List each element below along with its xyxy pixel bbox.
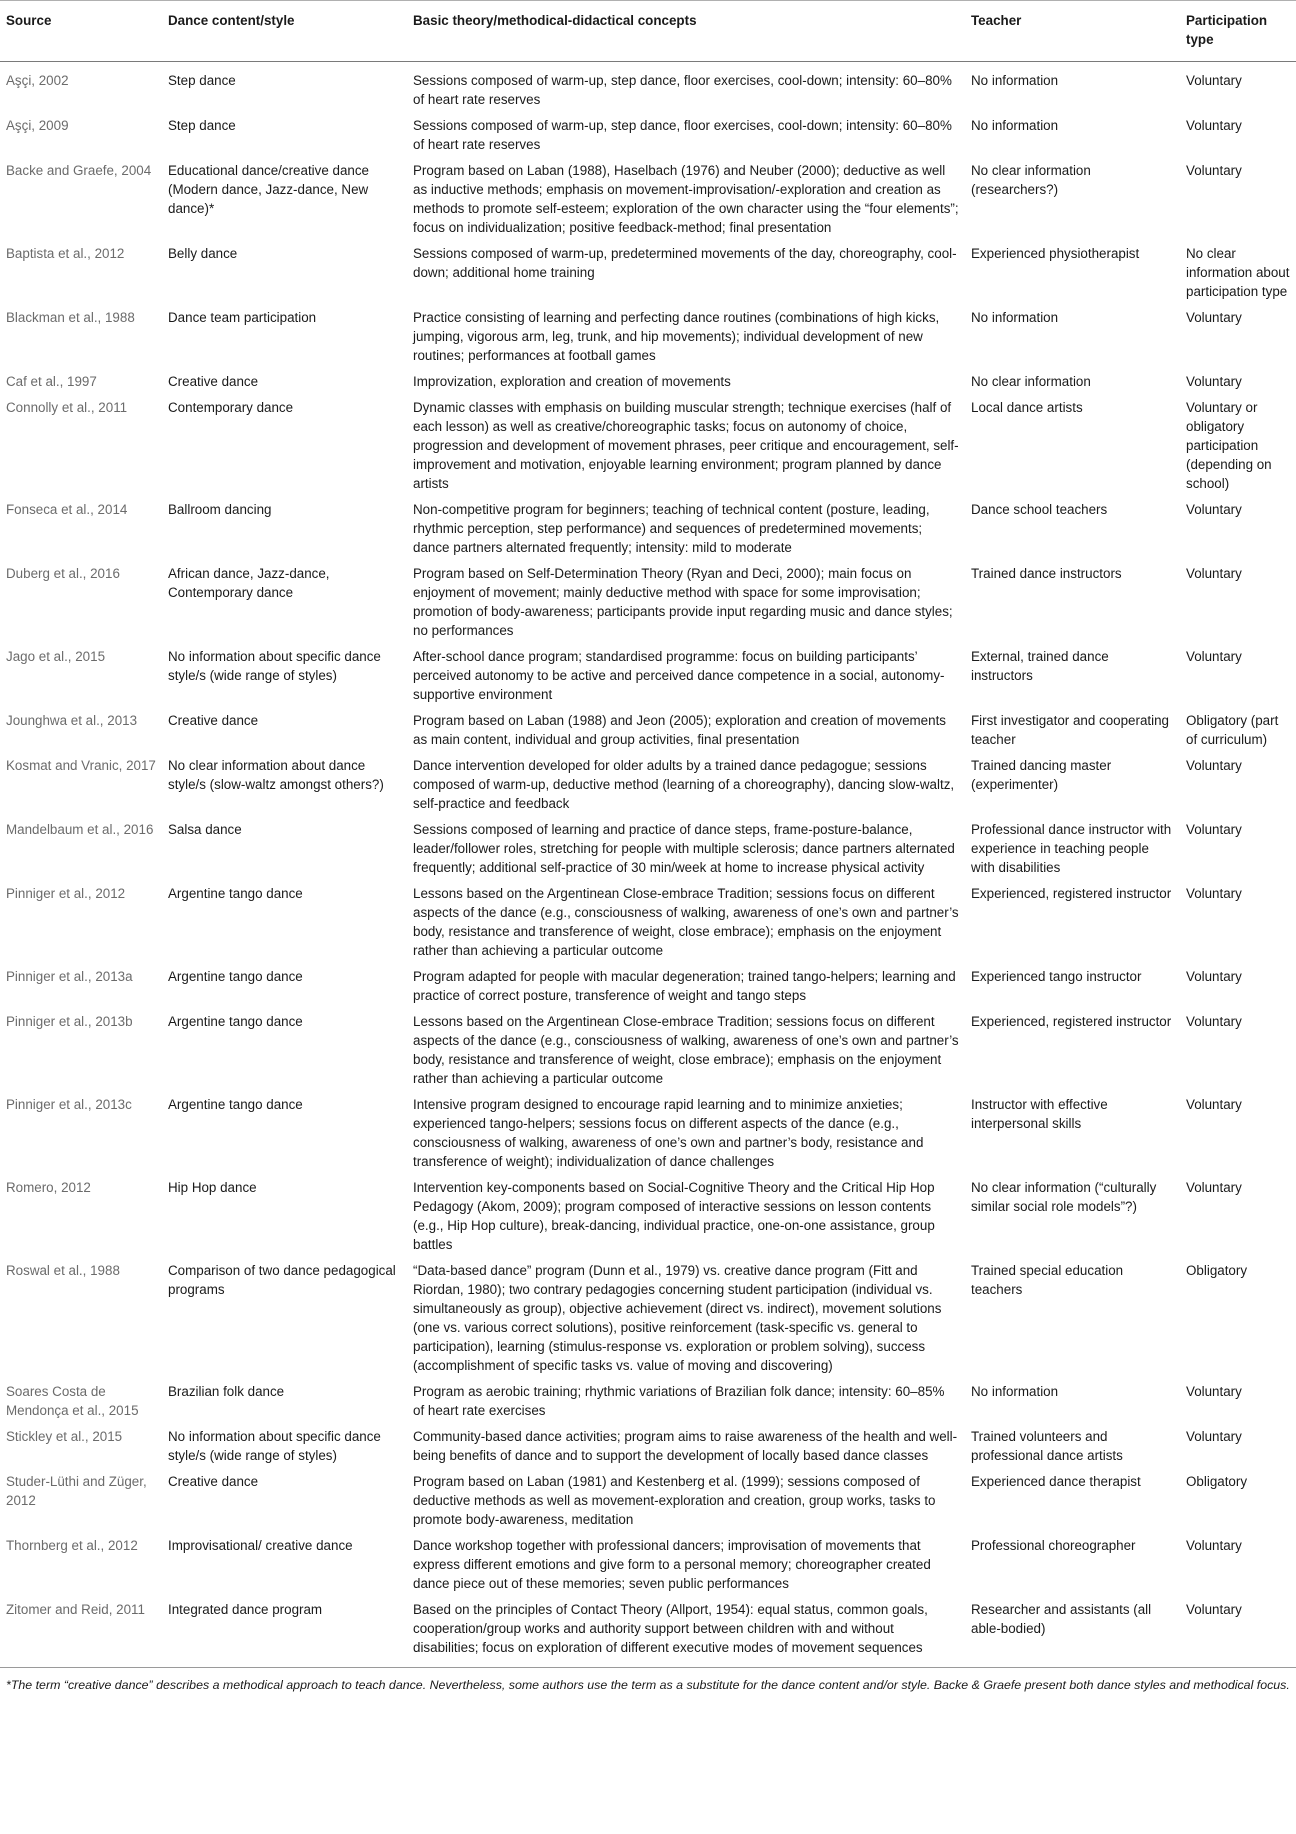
cell-theory-concepts: Improvization, exploration and creation of movements bbox=[413, 374, 731, 389]
cell-teacher: Experienced physiotherapist bbox=[971, 246, 1140, 261]
cell-theory-concepts: Dance intervention developed for older adults by a trained dance pedagogue; sessions composed of warm-up, deductive method (learning of a choreography), dancing slow-waltz, self-practice and feedback bbox=[413, 758, 955, 811]
cell-source: Aşçi, 2009 bbox=[6, 118, 69, 133]
table-header bbox=[0, 1, 1296, 62]
cell-theory-concepts: Program based on Laban (1988), Haselbach (1976) and Neuber (2000); deductive as well as inductive methods; emphasis on movement-improvisation/-exploration and creation as methods to promote self-esteem; exploration of the own character using the “four elements”; focus on individualization; positive feedback-method; final presentation bbox=[413, 163, 959, 235]
cell-teacher: External, trained dance instructors bbox=[971, 649, 1109, 683]
cell-teacher: Experienced, registered instructor bbox=[971, 1014, 1172, 1029]
table-row bbox=[0, 963, 1296, 1008]
cell-source: Blackman et al., 1988 bbox=[6, 310, 135, 325]
cell-teacher: First investigator and cooperating teacher bbox=[971, 713, 1169, 747]
cell-source: Soares Costa de Mendonça et al., 2015 bbox=[6, 1384, 139, 1418]
cell-theory-concepts: Program adapted for people with macular degeneration; trained tango-helpers; learning and practice of correct posture, transference of weight and tango steps bbox=[413, 969, 956, 1003]
cell-source: Kosmat and Vranic, 2017 bbox=[6, 758, 156, 773]
cell-dance-content: Brazilian folk dance bbox=[168, 1384, 285, 1399]
cell-dance-content: Argentine tango dance bbox=[168, 886, 303, 901]
cell-dance-content: No information about specific dance style/s (wide range of styles) bbox=[168, 1429, 381, 1463]
cell-source: Fonseca et al., 2014 bbox=[6, 502, 128, 517]
cell-theory-concepts: Lessons based on the Argentinean Close-embrace Tradition; sessions focus on different aspects of the dance (e.g., consciousness of walking, awareness of one’s own and partner’s body, resistance and transference of weight, close embrace); emphasis on the enjoyment rather than achieving a particular outcome bbox=[413, 1014, 959, 1086]
cell-theory-concepts: Community-based dance activities; program aims to raise awareness of the health and well-being benefits of dance and to support the development of locally based dance classes bbox=[413, 1429, 958, 1463]
cell-theory-concepts: Intervention key-components based on Social-Cognitive Theory and the Critical Hip Hop Pedagogy (Akom, 2009); program composed of interactive sessions on lesson contents (e.g., Hip Hop culture), break-dancing, individual practice, one-on-one assistance, group battles bbox=[413, 1180, 935, 1252]
cell-teacher: Experienced dance therapist bbox=[971, 1474, 1141, 1489]
cell-participation-type: Voluntary bbox=[1186, 566, 1242, 581]
cell-dance-content: Improvisational/ creative dance bbox=[168, 1538, 353, 1553]
cell-participation-type: Voluntary bbox=[1186, 1538, 1242, 1553]
cell-dance-content: Argentine tango dance bbox=[168, 1097, 303, 1112]
cell-theory-concepts: Dynamic classes with emphasis on building muscular strength; technique exercises (half of each lesson) as well as creative/choreographic tasks; focus on autonomy of choice, progression and development of movement phrases, peer critique and encouragement, self-improvement and motivation, enjoyable learning environment; program planned by dance artists bbox=[413, 400, 959, 491]
cell-source: Pinniger et al., 2013a bbox=[6, 969, 133, 984]
cell-teacher: Trained volunteers and professional dance artists bbox=[971, 1429, 1123, 1463]
cell-dance-content: Salsa dance bbox=[168, 822, 242, 837]
cell-teacher: No information bbox=[971, 310, 1059, 325]
cell-theory-concepts: Based on the principles of Contact Theory (Allport, 1954): equal status, common goals, cooperation/group works and authority support between children with and without disabilities; focus on exploration of different executive modes of movement sequences bbox=[413, 1602, 928, 1655]
cell-participation-type: Voluntary bbox=[1186, 1180, 1242, 1195]
cell-source: Duberg et al., 2016 bbox=[6, 566, 120, 581]
cell-source: Aşçi, 2002 bbox=[6, 73, 69, 88]
table-body bbox=[0, 62, 1296, 1668]
cell-dance-content: Ballroom dancing bbox=[168, 502, 272, 517]
cell-source: Thornberg et al., 2012 bbox=[6, 1538, 138, 1553]
cell-dance-content: Comparison of two dance pedagogical programs bbox=[168, 1263, 396, 1297]
cell-participation-type: Voluntary bbox=[1186, 1429, 1242, 1444]
cell-participation-type: Obligatory bbox=[1186, 1474, 1248, 1489]
header-theory-concepts: Basic theory/methodical-didactical concepts bbox=[407, 1, 965, 62]
cell-participation-type: Voluntary bbox=[1186, 1097, 1242, 1112]
cell-theory-concepts: Program based on Self-Determination Theory (Ryan and Deci, 2000); main focus on enjoyment of movement; mainly deductive method with space for some improvisation; promotion of body-awareness; participants provide input regarding music and dance styles; no performances bbox=[413, 566, 953, 638]
cell-teacher: Dance school teachers bbox=[971, 502, 1108, 517]
cell-theory-concepts: Practice consisting of learning and perfecting dance routines (combinations of high kicks, jumping, vigorous arm, leg, trunk, and hip movements); individual development of new routines; performances at football games bbox=[413, 310, 940, 363]
table-row bbox=[0, 1532, 1296, 1596]
cell-dance-content: No clear information about dance style/s (slow-waltz amongst others?) bbox=[168, 758, 384, 792]
cell-teacher: Professional dance instructor with experience in teaching people with disabilities bbox=[971, 822, 1172, 875]
cell-source: Romero, 2012 bbox=[6, 1180, 91, 1195]
cell-teacher: Experienced tango instructor bbox=[971, 969, 1142, 984]
table-row bbox=[0, 394, 1296, 496]
header-source: Source bbox=[0, 1, 162, 62]
cell-participation-type: Voluntary or obligatory participation (depending on school) bbox=[1186, 400, 1272, 491]
table-row bbox=[0, 112, 1296, 157]
table-row bbox=[0, 1596, 1296, 1668]
cell-teacher: No clear information (researchers?) bbox=[971, 163, 1091, 197]
table-row bbox=[0, 1257, 1296, 1378]
cell-participation-type: No clear information about participation type bbox=[1186, 246, 1290, 299]
table-row bbox=[0, 707, 1296, 752]
cell-dance-content: African dance, Jazz-dance, Contemporary dance bbox=[168, 566, 330, 600]
header-participation-type: Participation type bbox=[1180, 1, 1296, 62]
cell-source: Pinniger et al., 2013c bbox=[6, 1097, 132, 1112]
table-row bbox=[0, 816, 1296, 880]
cell-theory-concepts: Program based on Laban (1988) and Jeon (2005); exploration and creation of movements as main content, individual and group activities, final presentation bbox=[413, 713, 946, 747]
cell-source: Mandelbaum et al., 2016 bbox=[6, 822, 154, 837]
cell-dance-content: No information about specific dance style/s (wide range of styles) bbox=[168, 649, 381, 683]
cell-theory-concepts: Sessions composed of warm-up, step dance, floor exercises, cool-down; intensity: 60–80% of heart rate reserves bbox=[413, 118, 952, 152]
cell-participation-type: Obligatory bbox=[1186, 1263, 1248, 1278]
cell-participation-type: Voluntary bbox=[1186, 310, 1242, 325]
table-row bbox=[0, 1378, 1296, 1423]
cell-source: Zitomer and Reid, 2011 bbox=[6, 1602, 145, 1617]
cell-teacher: No information bbox=[971, 118, 1059, 133]
cell-source: Caf et al., 1997 bbox=[6, 374, 97, 389]
table-row bbox=[0, 880, 1296, 963]
table-row bbox=[0, 1174, 1296, 1257]
cell-teacher: Professional choreographer bbox=[971, 1538, 1136, 1553]
cell-theory-concepts: Intensive program designed to encourage rapid learning and to minimize anxieties; experienced tango-helpers; sessions focus on different aspects of the dance (e.g., consciousness of walking, awareness of one’s own and partner’s body, resistance and transference of weight); individualization of dance challenges bbox=[413, 1097, 924, 1169]
table-row bbox=[0, 1091, 1296, 1174]
cell-dance-content: Contemporary dance bbox=[168, 400, 294, 415]
cell-theory-concepts: Sessions composed of warm-up, step dance, floor exercises, cool-down; intensity: 60–80% of heart rate reserves bbox=[413, 73, 952, 107]
cell-teacher: Local dance artists bbox=[971, 400, 1083, 415]
cell-participation-type: Voluntary bbox=[1186, 118, 1242, 133]
cell-participation-type: Voluntary bbox=[1186, 73, 1242, 88]
cell-source: Backe and Graefe, 2004 bbox=[6, 163, 152, 178]
cell-teacher: No information bbox=[971, 1384, 1059, 1399]
table-row bbox=[0, 560, 1296, 643]
cell-dance-content: Step dance bbox=[168, 118, 236, 133]
cell-teacher: Researcher and assistants (all able-bodied) bbox=[971, 1602, 1152, 1636]
cell-participation-type: Obligatory (part of curriculum) bbox=[1186, 713, 1279, 747]
cell-dance-content: Integrated dance program bbox=[168, 1602, 323, 1617]
cell-source: Studer-Lüthi and Züger, 2012 bbox=[6, 1474, 147, 1508]
cell-theory-concepts: Non-competitive program for beginners; teaching of technical content (posture, leading, rhythmic perception, step performance) and sequences of predetermined movements; dance partners alternated frequently; intensity: mild to moderate bbox=[413, 502, 930, 555]
table-row bbox=[0, 304, 1296, 368]
header-dance-content: Dance content/style bbox=[162, 1, 407, 62]
cell-teacher: No clear information bbox=[971, 374, 1091, 389]
cell-source: Connolly et al., 2011 bbox=[6, 400, 128, 415]
cell-theory-concepts: After-school dance program; standardised programme: focus on building participants’ perceived autonomy to be active and perceived dance competence in a social, autonomy-supportive environment bbox=[413, 649, 945, 702]
cell-dance-content: Dance team participation bbox=[168, 310, 317, 325]
cell-theory-concepts: “Data-based dance” program (Dunn et al., 1979) vs. creative dance program (Fitt and Riordan, 1980); two contrary pedagogies concerning student participation (individual vs. simultaneously as group), objective achievement (direct vs. indirect), movement solutions (one vs. various correct solutions), positive reinforcement (task-specific vs. general to participation), learning (stimulus-response vs. exploration or problem solving), success (accomplishment of specific tasks vs. value of moving and discovering) bbox=[413, 1263, 942, 1373]
cell-theory-concepts: Sessions composed of learning and practice of dance steps, frame-posture-balance, leader/follower roles, stretching for people with multiple sclerosis; dance partners alternated frequently; additional self-practice of 30 min/week at home to increase physical activity bbox=[413, 822, 955, 875]
cell-teacher: Instructor with effective interpersonal skills bbox=[971, 1097, 1108, 1131]
cell-theory-concepts: Sessions composed of warm-up, predetermined movements of the day, choreography, cool-down; additional home training bbox=[413, 246, 957, 280]
cell-source: Pinniger et al., 2013b bbox=[6, 1014, 133, 1029]
cell-source: Jago et al., 2015 bbox=[6, 649, 106, 664]
cell-teacher: No information bbox=[971, 73, 1059, 88]
header-teacher: Teacher bbox=[965, 1, 1180, 62]
cell-participation-type: Voluntary bbox=[1186, 758, 1242, 773]
cell-participation-type: Voluntary bbox=[1186, 1602, 1242, 1617]
cell-participation-type: Voluntary bbox=[1186, 649, 1242, 664]
cell-source: Jounghwa et al., 2013 bbox=[6, 713, 138, 728]
table-row bbox=[0, 643, 1296, 707]
table-row bbox=[0, 157, 1296, 240]
table-row bbox=[0, 1423, 1296, 1468]
table-row bbox=[0, 1468, 1296, 1532]
cell-dance-content: Hip Hop dance bbox=[168, 1180, 257, 1195]
cell-teacher: Trained dance instructors bbox=[971, 566, 1122, 581]
cell-teacher: Trained dancing master (experimenter) bbox=[971, 758, 1112, 792]
cell-source: Baptista et al., 2012 bbox=[6, 246, 125, 261]
cell-dance-content: Belly dance bbox=[168, 246, 238, 261]
cell-source: Pinniger et al., 2012 bbox=[6, 886, 126, 901]
cell-dance-content: Step dance bbox=[168, 73, 236, 88]
cell-source: Roswal et al., 1988 bbox=[6, 1263, 120, 1278]
cell-source: Stickley et al., 2015 bbox=[6, 1429, 123, 1444]
cell-participation-type: Voluntary bbox=[1186, 1384, 1242, 1399]
table-row bbox=[0, 62, 1296, 113]
cell-participation-type: Voluntary bbox=[1186, 163, 1242, 178]
cell-dance-content: Creative dance bbox=[168, 374, 259, 389]
cell-dance-content: Creative dance bbox=[168, 1474, 259, 1489]
cell-theory-concepts: Dance workshop together with professional dancers; improvisation of movements that express different emotions and give form to a personal memory; choreographer created dance piece out of these memories; seven public performances bbox=[413, 1538, 931, 1591]
cell-dance-content: Educational dance/creative dance (Modern dance, Jazz-dance, New dance)* bbox=[168, 163, 369, 216]
table-row bbox=[0, 1008, 1296, 1091]
cell-theory-concepts: Program based on Laban (1981) and Kestenberg et al. (1999); sessions composed of deductive methods as well as movement-exploration and creation, group works, tasks to promote body-awareness, meditation bbox=[413, 1474, 936, 1527]
cell-theory-concepts: Program as aerobic training; rhythmic variations of Brazilian folk dance; intensity: 60–85% of heart rate exercises bbox=[413, 1384, 945, 1418]
table-row bbox=[0, 752, 1296, 816]
table-row bbox=[0, 368, 1296, 394]
cell-participation-type: Voluntary bbox=[1186, 886, 1242, 901]
table-footnote: *The term “creative dance” describes a methodical approach to teach dance. Nevertheless, some authors use the term as a substitute for the dance content and/or style. Backe & Graefe present both dance styles and methodical focus. bbox=[6, 1678, 1290, 1692]
cell-theory-concepts: Lessons based on the Argentinean Close-embrace Tradition; sessions focus on different aspects of the dance (e.g., consciousness of walking, awareness of one’s own and partner’s body, resistance and transference of weight, close embrace); emphasis on the enjoyment rather than achieving a particular outcome bbox=[413, 886, 959, 958]
cell-dance-content: Argentine tango dance bbox=[168, 1014, 303, 1029]
table-row bbox=[0, 240, 1296, 304]
cell-participation-type: Voluntary bbox=[1186, 374, 1242, 389]
table-row bbox=[0, 496, 1296, 560]
cell-teacher: Trained special education teachers bbox=[971, 1263, 1124, 1297]
cell-teacher: Experienced, registered instructor bbox=[971, 886, 1172, 901]
cell-dance-content: Argentine tango dance bbox=[168, 969, 303, 984]
cell-teacher: No clear information (“culturally similar social role models”?) bbox=[971, 1180, 1157, 1214]
cell-participation-type: Voluntary bbox=[1186, 502, 1242, 517]
cell-participation-type: Voluntary bbox=[1186, 1014, 1242, 1029]
cell-dance-content: Creative dance bbox=[168, 713, 259, 728]
cell-participation-type: Voluntary bbox=[1186, 969, 1242, 984]
cell-participation-type: Voluntary bbox=[1186, 822, 1242, 837]
